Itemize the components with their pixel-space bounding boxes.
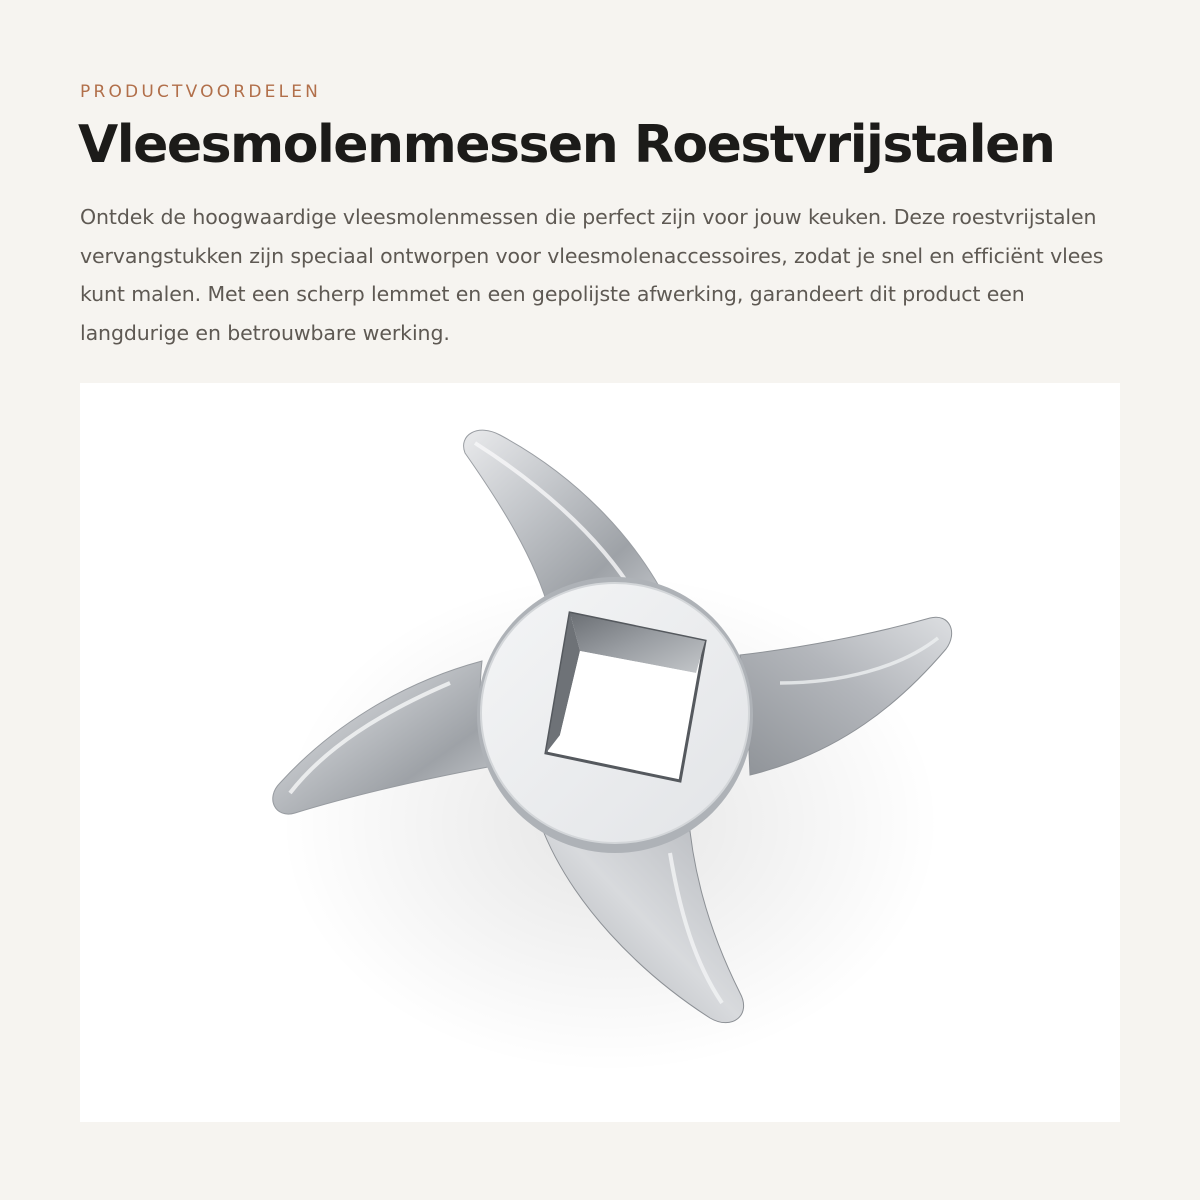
page-title: Vleesmolenmessen Roestvrijstalen [78, 115, 1055, 175]
product-description: Ontdek de hoogwaardige vleesmolenmessen die perfect zijn voor jouw keuken. Deze roestvrijstalen vervangstukken zijn speciaal ontworpen voor vleesmolenaccessoires, zodat je snel en efficiënt vlees kunt malen. Met een scherp lemmet en een gepolijste afwerking, garandeert dit product een langdurige en betrouwbare werking. [80, 205, 1104, 345]
section-eyebrow: PRODUCTVOORDELEN [80, 82, 322, 102]
meat-grinder-blade-icon [80, 383, 1120, 1122]
product-image [80, 383, 1120, 1122]
